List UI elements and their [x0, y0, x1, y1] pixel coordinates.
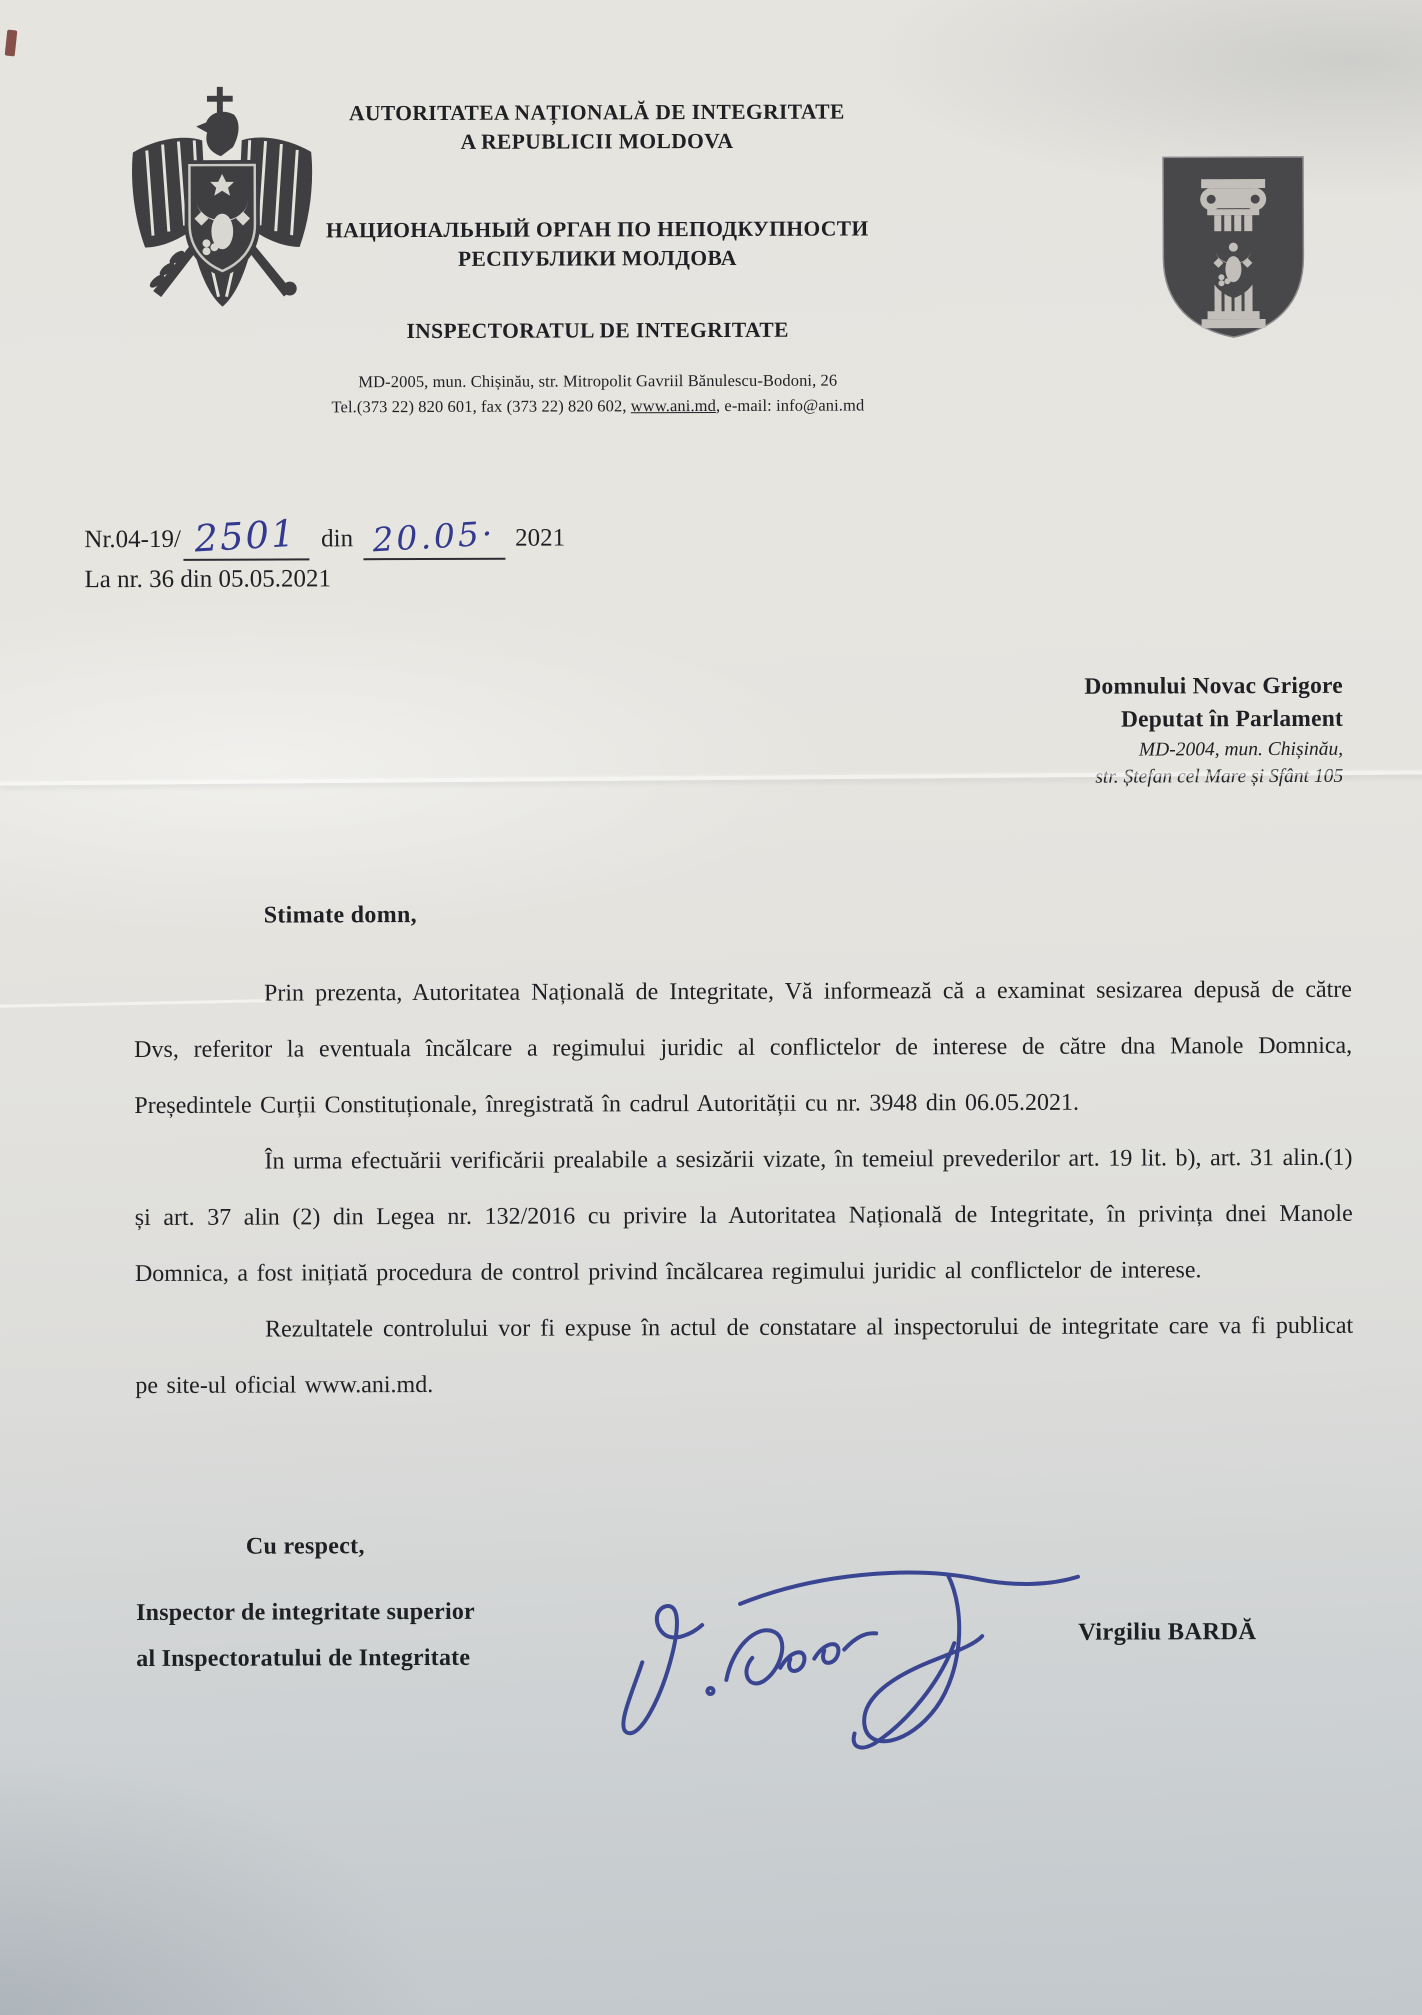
nr-prefix: Nr.04-19/ — [84, 525, 181, 554]
signer-title-line2: al Inspectoratului de Integritate — [136, 1644, 471, 1673]
din-label: din — [321, 525, 354, 553]
body-paragraph-1: Prin prezenta, Autoritatea Națională de Integritate, Vă informează că a examinat sesizarea depusă de către Dvs, referitor la eventuala încălcare a regimului juridic al conflictelor de interese de către dna Manole Domnica, Președintele Curții Constituționale, înregistrată în cadrul Autorității cu nr. 3948 din 06.05.2021. — [134, 976, 1353, 1120]
signer-title — [136, 1589, 475, 1682]
org-name-ro-line2: A REPUBLICII MOLDOVA — [460, 128, 734, 154]
website-link: www.ani.md — [630, 395, 716, 416]
addressee-name: Domnului Novac Grigore — [1084, 672, 1343, 700]
reference-number-line — [84, 511, 566, 562]
signer-title-line1: Inspector de integritate superior — [136, 1598, 475, 1627]
org-name-ru-line2: РЕСПУБЛИКИ МОЛДОВА — [457, 245, 737, 271]
addressee-address-line2: str. Ștefan cel Mare și Sfânt 105 — [1095, 765, 1344, 788]
letterhead — [297, 97, 898, 419]
department-name: INSPECTORATUL DE INTEGRITATE — [406, 317, 789, 344]
nr-blank-line — [183, 511, 309, 561]
reference-block — [84, 511, 566, 600]
handwritten-number: 2501 — [193, 511, 299, 561]
letter-body — [134, 962, 1354, 1414]
body-paragraph-2: În urma efectuării verificării prealabile a sesizării vizate, în temeiul prevederilor art. 19 lit. b), art. 31 alin.(1) și art. 37 alin (2) din Legea nr. 132/2016 cu privire la Autoritatea Națională de Integritate, în privința dnei Manole Domnica, a fost inițiată procedura de control privind încălcarea regimului juridic al conflictelor de interese. — [134, 1144, 1353, 1288]
closing-phrase: Cu respect, — [245, 1533, 365, 1560]
handwritten-signature-icon — [580, 1539, 1101, 1766]
ani-shield-logo-icon — [1157, 153, 1310, 342]
salutation: Stimate domn, — [263, 902, 417, 929]
contact-suffix: , e-mail: info@ani.md — [715, 395, 865, 415]
year-label: 2021 — [515, 524, 566, 552]
org-name-ro-line1: AUTORITATEA NAȚIONALĂ DE INTEGRITATE — [348, 99, 845, 126]
letterhead-address: MD-2005, mun. Chișinău, str. Mitropolit Gavriil Bănulescu-Bodoni, 26 — [358, 370, 838, 392]
org-name-ru-line1: НАЦИОНАЛЬНЫЙ ОРГАН ПО НЕПОДКУПНОСТИ — [325, 216, 869, 243]
addressee-address-line1: MD-2004, mun. Chișinău, — [1138, 738, 1344, 761]
moldova-coat-of-arms-icon — [123, 85, 322, 316]
scan-shadow — [0, 1755, 440, 2015]
handwritten-date: 20.05· — [371, 513, 497, 560]
letterhead-contacts — [298, 392, 898, 419]
addressee-title: Deputat în Parlament — [1120, 705, 1344, 733]
contact-prefix: Tel.(373 22) 820 601, fax (373 22) 820 602, — [331, 396, 631, 417]
signer-name: Virgiliu BARDĂ — [1078, 1618, 1257, 1646]
date-blank-line — [363, 513, 505, 560]
la-nr-line: La nr. 36 din 05.05.2021 — [84, 565, 332, 594]
body-paragraph-3: Rezultatele controlului vor fi expuse în actul de constatare al inspectorului de integritate care va fi publicat pe site-ul oficial www.ani.md. — [135, 1312, 1354, 1400]
